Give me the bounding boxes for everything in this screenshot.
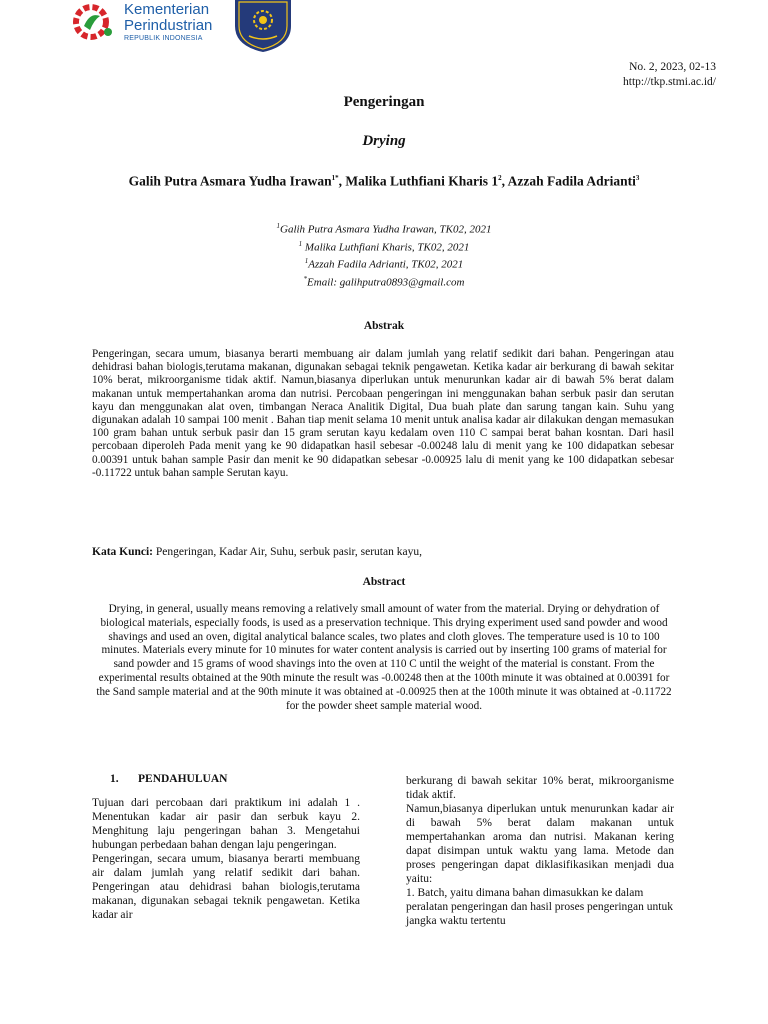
corresponding-email (0, 275, 768, 289)
right-column (406, 774, 674, 928)
kemenperin-wordmark (124, 2, 212, 42)
keywords-label: Kata Kunci: (92, 546, 154, 558)
author-1-sup: 1* (331, 174, 339, 182)
email-text[interactable]: Email: galihputra0893@gmail.com (307, 276, 465, 289)
title-english: Drying (362, 133, 406, 149)
author-2-sup: 2 (498, 174, 502, 182)
section-title: PENDAHULUAN (138, 773, 228, 785)
journal-meta (623, 60, 716, 90)
abstract-heading: Abstract (362, 576, 406, 588)
logo-line-1: Kementerian (124, 1, 210, 18)
title-indonesian: Pengeringan (343, 94, 425, 110)
journal-url[interactable]: http://tkp.stmi.ac.id/ (623, 76, 716, 88)
abstrak-heading: Abstrak (363, 320, 405, 332)
intro-paragraph-5: 1. Batch, yaitu dimana bahan dimasukkan ke dalam peralatan pengeringan dan hasil proses pengeringan untuk jangka waktu tertentu (406, 887, 673, 927)
author-list: Galih Putra Asmara Yudha Irawan$^{1*}$, Malika Luthfiani Kharis $1^2$, Azzah Fadila Adrianti$^3$ (128, 173, 640, 189)
affiliations (0, 219, 768, 272)
institution-shield-icon (231, 0, 295, 52)
affiliation-1: $^1$Galih Putra Asmara Yudha Irawan, TK02, 2021 (276, 222, 492, 236)
author-1: Galih Putra Asmara Yudha Irawan (128, 173, 332, 189)
author-3-sup: 3 (635, 174, 640, 182)
logo-line-2: Perindustrian (124, 17, 213, 34)
gear-logo-icon (70, 2, 116, 42)
author-3: Azzah Fadila Adrianti (507, 173, 636, 189)
affiliation-3: $^1$Azzah Fadila Adrianti, TK02, 2021 (304, 257, 464, 271)
issue-info: No. 2, 2023, 02-13 (629, 61, 716, 73)
affiliation-2: $^1$ Malika Luthfiani Kharis, TK02, 2021 (298, 239, 470, 254)
abstrak-body: Pengeringan, secara umum, biasanya berarti membuang air dalam jumlah yang relatif sedikit dari bahan. Pengeringan atau dehidrasi bahan biologis,terutama makanan, digunakan sebagai teknik pengawetan. Ketika kadar air berkurang di bawah sekitar 10% berat, mikroorganisme tidak aktif. Namun,biasanya diperlukan untuk menurunkan kadar air di bawah 5% berat dalam makanan untuk mempertahankan aroma dan nutrisi. Percobaan pengeringan ini menggunakan bahan serbuk pasir dan serutan kayu dan menggunakan alat oven, timbangan Neraca Analitik Digital, Dua buah plate dan sarung tangan kain. Suhu yang digunakan adalah 10 sampai 100 menit . Bahan tiap menit selama 10 menit untuk analisa kadar air dilakukan dengan memasukan 100 gram bahan untuk serbuk pasir dan 15 gram serutan kayu kedalam oven 110 C sampai berat bahan kosntan. Dari hasil percobaan diperoleh Pada menit yang ke 90 didapatkan hasil sebesar -0.00248 lalu di menit yang ke 100 didapatkan sebesar 0.00391 untuk bahan sample Pasir dan menit ke 90 didapatkan sebesar -0.00925 lalu di menit yang ke 100 didapatkan sebesar -0.11722 untuk bahan sample Serutan kayu. (92, 348, 674, 479)
author-2: Malika Luthfiani Kharis 1 (345, 173, 499, 189)
abstract-body: Drying, in general, usually means removing a relatively small amount of water from the material. Drying or dehydration of biological materials, especially foods, is used as a preservation technique. This drying experiment used sand powder and wood shavings and used an oven, digital analytical balance scales, two plates and cloth gloves. The temperature used is 10 to 100 minutes. Materials every minute for 10 minutes for water content analysis is carried out by inserting 100 grams of material for sand powder and 15 grams of wood shavings into the oven at 110 C until the weight of the material is constant. From the experimental results obtained at the 90th minute the result was -0.00248 then at the 100th minute it was obtained at 0.00391 for the Sand sample material and at the 90th minute it was obtained at -0.00925 then at the 100th minute it was obtained at -0.11722 for the powder sheet sample material wood. (96, 603, 672, 712)
email-sup: * (303, 275, 308, 283)
left-column (92, 772, 360, 922)
intro-paragraph-3: berkurang di bawah sekitar 10% berat, mikroorganisme tidak aktif. (406, 775, 674, 801)
intro-paragraph-2: Pengeringan, secara umum, biasanya berarti membuang air dalam jumlah yang relatif sedikit dari bahan. Pengeringan atau dehidrasi bahan biologis,terutama makanan, digunakan sebagai teknik pengawetan. Ketika kadar air (92, 853, 360, 921)
section-heading (110, 772, 360, 786)
logo-line-3: REPUBLIK INDONESIA (124, 35, 203, 42)
keywords-list: Pengeringan, Kadar Air, Suhu, serbuk pasir, serutan kayu, (153, 546, 422, 558)
intro-paragraph-1: Tujuan dari percobaan dari praktikum ini adalah 1 . Menentukan kadar air pasir dan serbuk kayu 2. Menghitung laju pengeringan bahan 3. Mengetahui hubungan perbedaan bahan dengan laju pengeringan. (92, 797, 360, 851)
kemenperin-logo (70, 2, 230, 42)
keywords (92, 546, 674, 558)
section-number: 1. (110, 773, 119, 785)
intro-paragraph-4: Namun,biasanya diperlukan untuk menurunkan kadar air di bawah 5% berat dalam makanan untuk mempertahankan aroma dan nutrisi. Makanan kering dapat disimpan untuk waktu yang lama. Metode dan proses pengeringan dapat diklasifikasikan menjadi dua yaitu: (406, 803, 674, 885)
